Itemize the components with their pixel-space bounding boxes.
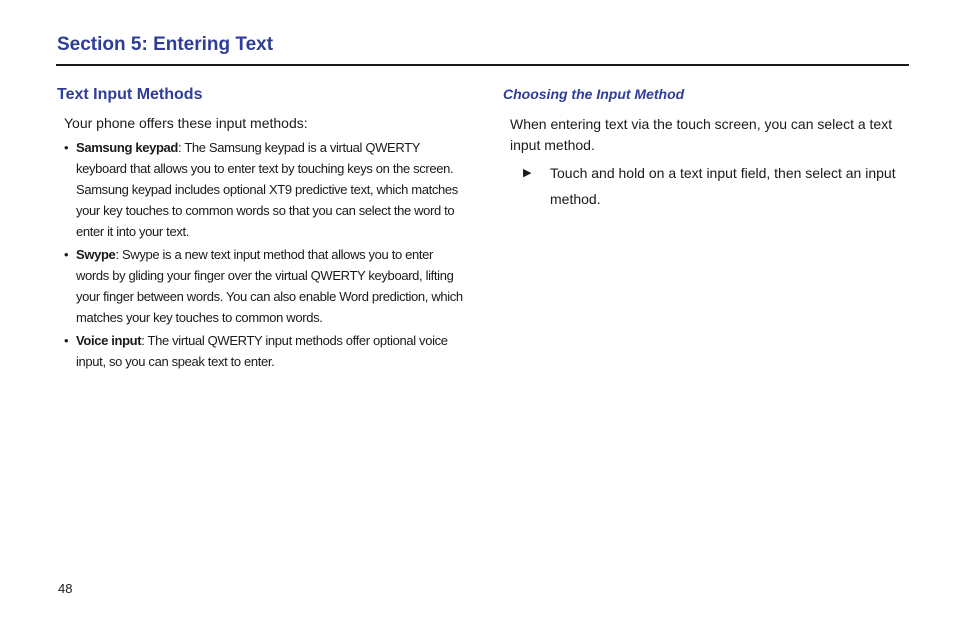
page-number: 48	[58, 581, 73, 596]
bullet-text: : The virtual QWERTY input methods offer optional voice input, so you can speak text to enter.	[76, 333, 448, 369]
text-input-methods-heading: Text Input Methods	[57, 86, 203, 103]
list-item	[64, 244, 464, 328]
bullet-text: : The Samsung keypad is a virtual QWERTY keyboard that allows you to enter text by touching keys on the screen. Samsung keypad includes optional XT9 predictive text, which matches your key touches to common words so that you can select the word to enter it into your text.	[76, 140, 458, 239]
bullet-icon: •	[64, 140, 69, 155]
bullet-term: Voice input	[76, 333, 142, 348]
section-title: Section 5: Entering Text	[57, 34, 274, 55]
bullet-text: : Swype is a new text input method that allows you to enter words by gliding your finger over the virtual QWERTY keyboard, lifting your finger between words. You can also enable Word prediction, which matches your key touches to common words.	[76, 247, 463, 325]
list-item	[64, 330, 464, 372]
bullet-term: Samsung keypad	[76, 140, 179, 155]
choosing-input-method-heading: Choosing the Input Method	[503, 86, 685, 102]
play-arrow-icon: ▶	[523, 167, 532, 179]
bullet-icon: •	[64, 247, 69, 262]
input-methods-list	[64, 137, 464, 374]
intro-text: Your phone offers these input methods:	[64, 115, 308, 131]
bullet-icon: •	[64, 333, 69, 348]
bullet-term: Swype	[76, 247, 116, 262]
step-text: Touch and hold on a text input field, then select an input method.	[550, 165, 896, 207]
choosing-input-paragraph: When entering text via the touch screen, you can select a text input method.	[510, 116, 893, 153]
list-item	[64, 137, 464, 242]
step-item	[523, 160, 908, 212]
header-rule	[56, 64, 909, 66]
